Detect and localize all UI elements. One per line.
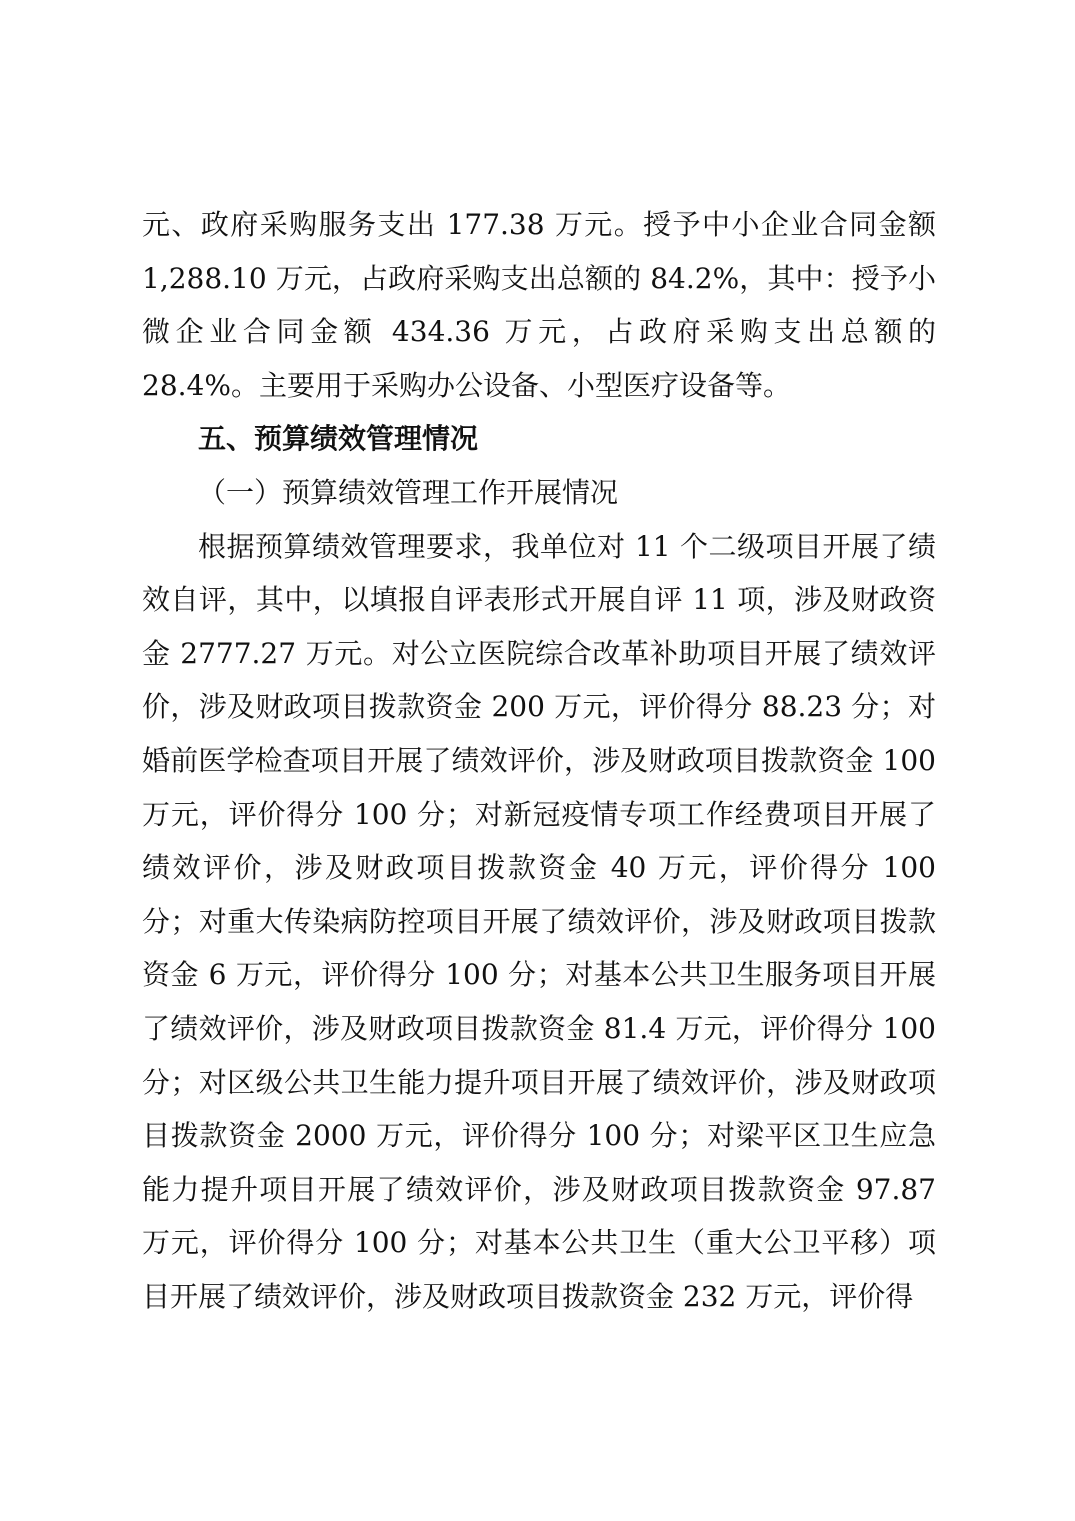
section-heading: 五、预算绩效管理情况	[198, 422, 479, 456]
continued-paragraph: 元、政府采购服务支出 177.38 万元。授予中小企业合同金额 1,288.10 万元，占政府采购支出总额的 84.2%，其中：授予小微企业合同金额 434.36 万元，占政府采购支出总额的 28.4%。主要用于采购办公设备、小型医疗设备等。	[142, 208, 936, 402]
subsection-heading: （一）预算绩效管理工作开展情况	[198, 475, 619, 509]
document-body	[142, 198, 936, 1323]
body-paragraph: 根据预算绩效管理要求，我单位对 11 个二级项目开展了绩效自评，其中，以填报自评表形式开展自评 11 项，涉及财政资金 2777.27 万元。对公立医院综合改革补助项目开展了绩效评价，涉及财政项目拨款资金 200 万元，评价得分 88.23 分；对婚前医学检查项目开展了绩效评价，涉及财政项目拨款资金 100 万元，评价得分 100 分；对新冠疫情专项工作经费项目开展了绩效评价，涉及财政项目拨款资金 40 万元，评价得分 100 分；对重大传染病防控项目开展了绩效评价，涉及财政项目拨款资金 6 万元，评价得分 100 分；对基本公共卫生服务项目开展了绩效评价，涉及财政项目拨款资金 81.4 万元，评价得分 100 分；对区级公共卫生能力提升项目开展了绩效评价，涉及财政项目拨款资金 2000 万元，评价得分 100 分；对梁平区卫生应急能力提升项目开展了绩效评价，涉及财政项目拨款资金 97.87 万元，评价得分 100 分；对基本公共卫生（重大公卫平移）项目开展了绩效评价，涉及财政项目拨款资金 232 万元，评价得	[142, 529, 936, 1313]
